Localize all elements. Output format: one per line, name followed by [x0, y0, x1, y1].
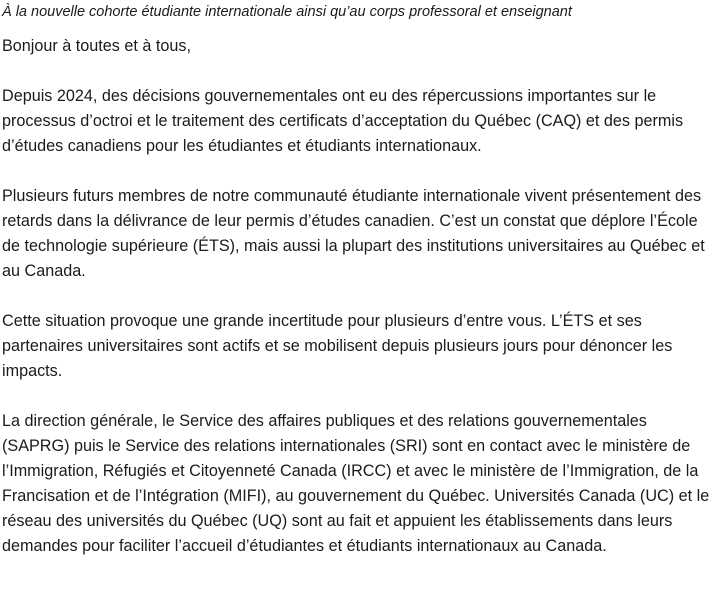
paragraph-uncertainty: Cette situation provoque une grande incertitude pour plusieurs d’entre vous. L’ÉTS et ses partenaires universitaires sont actifs et se mobilisent depuis plusieurs jours pour dénoncer les impacts. [2, 312, 673, 380]
paragraph-context: Depuis 2024, des décisions gouvernementales ont eu des répercussions importantes sur le processus d’octroi et le traitement des certificats d’acceptation du Québec (CAQ) et des permis d’études canadiens pour les étudiantes et étudiants internationaux. [2, 87, 684, 155]
document-subtitle: À la nouvelle cohorte étudiante internationale ainsi qu’au corps professoral et enseignant [2, 4, 572, 20]
paragraph-contacts: La direction générale, le Service des affaires publiques et des relations gouvernementales (SAPRG) puis le Service des relations internationales (SRI) sont en contact avec le ministère de l’Immigration, Réfugiés et Citoyenneté Canada (IRCC) et avec le ministère de l’Immigration, de la Francisation et de l’Intégration (MIFI), au gouvernement du Québec. Universités Canada (UC) et le réseau des universités du Québec (UQ) sont au fait et appuient les établissements dans leurs demandes pour faciliter l’accueil d’étudiantes et étudiants internationaux au Canada. [2, 412, 710, 555]
paragraph-delays: Plusieurs futurs membres de notre communauté étudiante internationale vivent présentement des retards dans la délivrance de leur permis d’études canadien. C’est un constat que déplore l’École de technologie supérieure (ÉTS), mais aussi la plupart des institutions universitaires au Québec et au Canada. [2, 187, 705, 280]
greeting-paragraph: Bonjour à toutes et à tous, [2, 37, 191, 55]
document-body [2, 0, 716, 559]
